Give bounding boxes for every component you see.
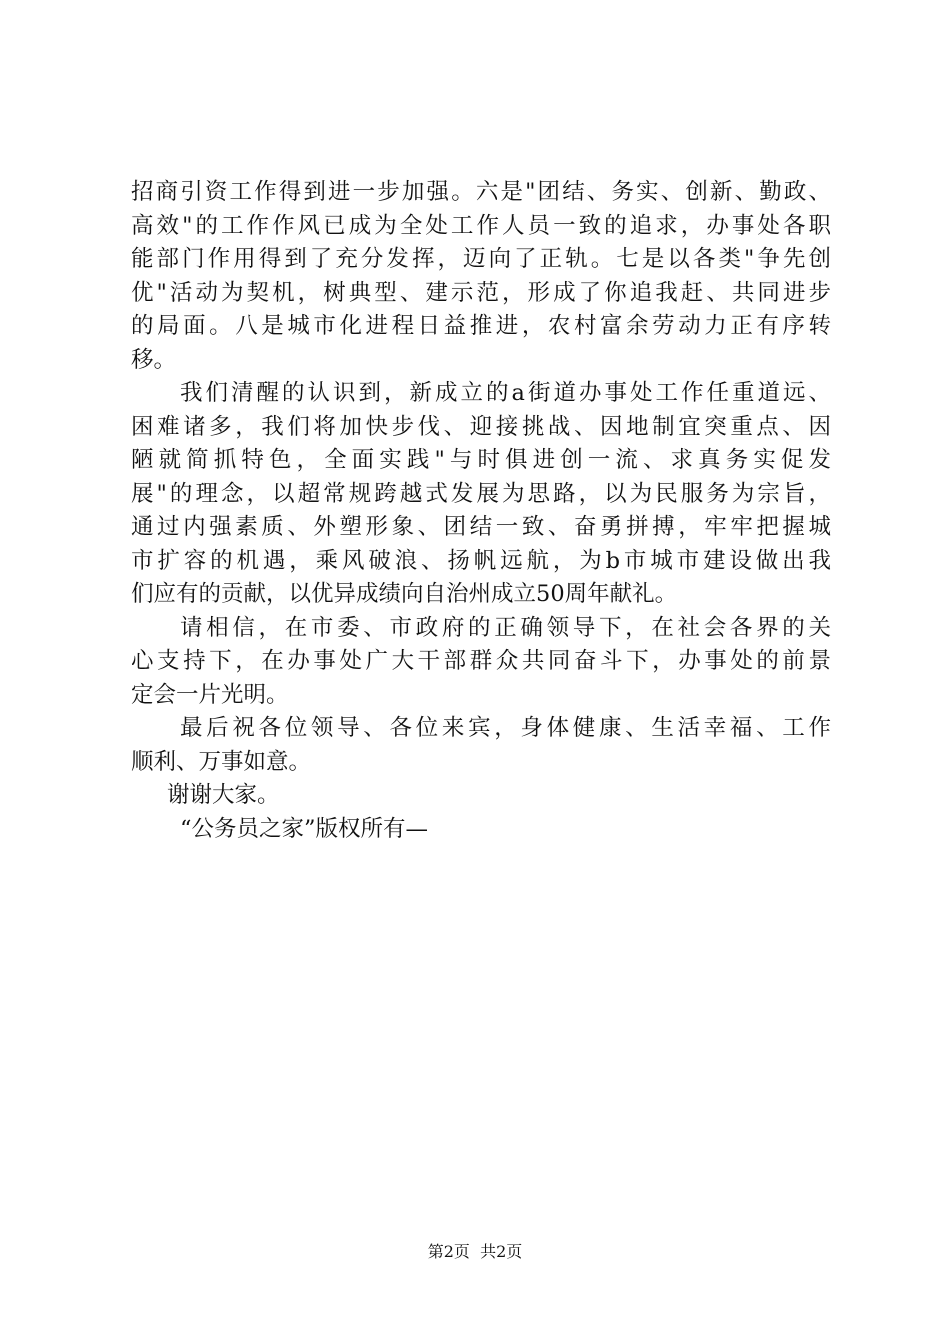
text-line: 心支持下，在办事处广大干部群众共同奋斗下，办事处的前景 — [131, 648, 831, 674]
text-line: 能部门作用得到了充分发挥，迈向了正轨。七是以各类"争先创 — [131, 246, 831, 272]
paragraph-outlook — [131, 377, 831, 612]
text-line: 展"的理念，以超常规跨越式发展为思路，以为民服务为宗旨， — [131, 480, 831, 507]
paragraph-thanks — [131, 779, 831, 813]
paragraph-achievements — [131, 176, 831, 377]
text-line: 移。 — [131, 346, 177, 373]
text-line: 市扩容的机遇，乘风破浪、扬帆远航，为b市城市建设做出我 — [131, 547, 831, 574]
paragraph-wishes — [131, 712, 831, 779]
paragraph-copyright — [131, 813, 831, 847]
document-body — [131, 176, 831, 846]
paragraph-belief — [131, 612, 831, 713]
text-line: 定会一片光明。 — [131, 681, 289, 708]
page-number-footer: 第2页 共2页 — [427, 1242, 523, 1261]
text-line: 谢谢大家。 — [167, 782, 280, 808]
text-line: 高效"的工作作风已成为全处工作人员一致的追求，办事处各职 — [131, 212, 831, 239]
text-line: 困难诸多，我们将加快步伐、迎接挑战、因地制宜突重点、因 — [131, 413, 831, 440]
text-line: 最后祝各位领导、各位来宾，身体健康、生活幸福、工作 — [180, 715, 831, 741]
text-line: 通过内强素质、外塑形象、团结一致、奋勇拼搏，牢牢把握城 — [131, 514, 831, 540]
text-line: 优"活动为契机，树典型、建示范，形成了你追我赶、共同进步 — [131, 279, 831, 306]
text-line: 的局面。八是城市化进程日益推进，农村富余劳动力正有序转 — [131, 313, 831, 339]
text-line: 陋就简抓特色，全面实践"与时俱进创一流、求真务实促发 — [131, 447, 831, 473]
text-line: 们应有的贡献，以优异成绩向自治州成立50周年献礼。 — [131, 581, 678, 607]
text-line: 请相信，在市委、市政府的正确领导下，在社会各界的关 — [180, 614, 831, 641]
text-line: 顺利、万事如意。 — [131, 748, 312, 775]
text-line: 我们清醒的认识到，新成立的a街道办事处工作任重道远、 — [180, 380, 831, 406]
copyright-line: “公务员之家”版权所有— — [180, 815, 429, 842]
text-line: 招商引资工作得到进一步加强。六是"团结、务实、创新、勤政、 — [131, 179, 831, 205]
